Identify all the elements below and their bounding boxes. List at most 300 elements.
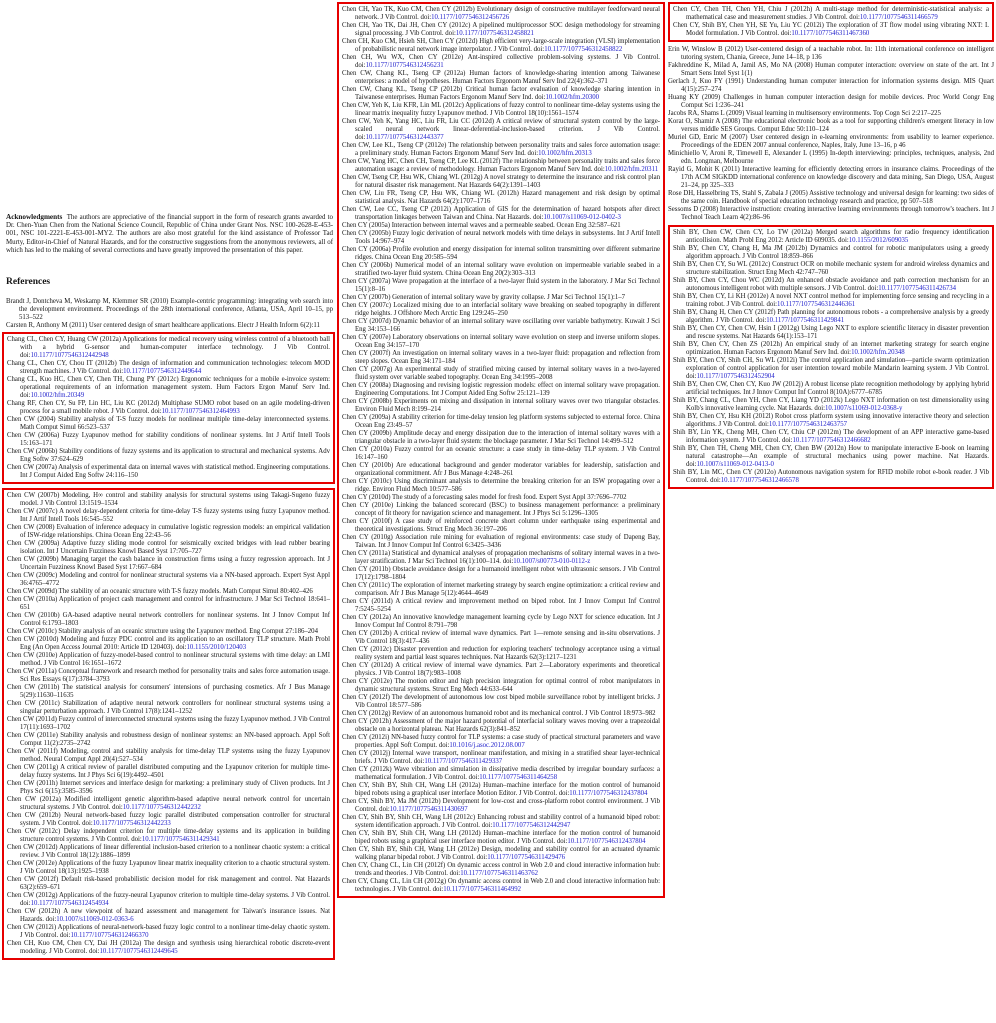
reference-item xyxy=(7,780,330,796)
reference-text: Chen CW (2012i) Applications of neural-network-based fuzzy logic control to a nonlinear time-delay chaotic system. J Vib Control. doi: xyxy=(7,924,330,940)
reference-item xyxy=(7,812,330,828)
reference-text: Chen CW, Yeh K, Yang HC, Liu FR, Liu CC (2012d) A critical review of structural system control by the large-scaled neural network linear-deferential-inclusion-based criterion. J Vib Control. doi: xyxy=(342,118,660,141)
reference-text: Chen CW (2012d) Applications of linear differential inclusion-based criterion to a nonlinear chaotic system: a critical review. J Vib Control 18(12):1886–1899 xyxy=(7,844,330,860)
doi-link[interactable]: 10.1002/hfm.20300 xyxy=(545,94,600,101)
reference-text: Chen CW (2009d) The stability of an oceanic structure with T-S fuzzy models. Math Comput Simul 80:402–426 xyxy=(7,588,313,596)
acknowledgments-heading: Acknowledgments xyxy=(6,213,63,221)
reference-text: Korat O, Shamir A (2008) The educational electronic book as a tool for supporting children's emergent literacy in low versus middle SES Groups. Comput Educ 50:110–124 xyxy=(668,118,994,133)
doi-link[interactable]: 10.1177/1077546311429341 xyxy=(141,836,220,844)
doi-link[interactable]: 10.1177/1077546312442948 xyxy=(30,352,109,360)
reference-text: Chen CY, Shih BY, Shih CH, Wang LH (2012a) Human–machine interface for the motion control of humanoid biped robots using a graphical user interface Motion Editor. J Vib Control. doi: xyxy=(342,782,660,797)
reference-text: Chen CY (2010c) Using discriminant analysis to determine the breaking criterion for an ISW propagating over a ridge. Environ Fluid Mech 10:577–586 xyxy=(342,478,660,493)
reference-item xyxy=(7,464,330,480)
reference-text: Carsten R, Anthony M (2011) User centered design of smart healthcare applications. Electr J Health Inform 6(2):11 xyxy=(6,322,320,330)
reference-text: Muriel GD, Enric M (2007) User centered design in e-learning environments: from usability to learner experience. Proceedings of the EDEN 2007 annual conference, Naples, Italy, June 13–16, p 46 xyxy=(668,134,994,149)
reference-text: Chen CW (2011c) Stabilization of adaptive neural network controllers for nonlinear structural systems using a singular perturbation approach. J Vib Control 17(8):1241–1252 xyxy=(7,700,330,716)
reference-item xyxy=(7,716,330,732)
reference-item xyxy=(7,748,330,764)
doi-link[interactable]: 10.1002/hfm.20311 xyxy=(604,166,659,173)
reference-item xyxy=(673,277,989,293)
reference-item xyxy=(342,798,660,814)
reference-item xyxy=(668,94,994,110)
reference-item xyxy=(7,336,330,360)
doi-link[interactable]: 10.1016/j.asoc.2012.08.007 xyxy=(449,742,525,749)
reference-item xyxy=(668,62,994,78)
reference-item xyxy=(342,478,660,494)
reference-item xyxy=(342,54,660,70)
reference-item xyxy=(342,86,660,102)
highlight-box-col1-bottom xyxy=(2,488,335,960)
reference-text: Chen CW (2007b) Modeling, H∞ control and stability analysis for structural systems using Takagi-Sugeno fuzzy model. J Vib Control 13:1519–1534 xyxy=(7,492,330,508)
reference-text: Chen CY (2007g) An experimental study of stratified mixing caused by internal solitary waves in a two-layered fluid system over variable seabed topography. Ocean Eng 34:1995–2008 xyxy=(342,366,660,381)
doi-link[interactable]: 10.1177/1077546311429476 xyxy=(487,854,566,861)
doi-link[interactable]: 10.1177/1077546311467360 xyxy=(791,30,870,37)
reference-item xyxy=(668,78,994,94)
reference-item xyxy=(342,278,660,294)
reference-item xyxy=(342,518,660,534)
reference-item xyxy=(673,429,989,445)
reference-item xyxy=(342,142,660,158)
reference-text: Chen CY, Shih BY, Ma JM (2012b) Development for low-cost and cross-platform robot control environment. J Vib Control. doi: xyxy=(342,798,660,813)
reference-item xyxy=(673,293,989,309)
reference-text: Chen CY (2012f) The development of autonomous low cost biped mobile surveillance robot by intelligent bricks. J Vib Control 18:577–586 xyxy=(342,694,660,709)
reference-text: Gerlach J, Kuo FY (1991) Understanding human computer interaction for information systems design. MIS Quart 4(15):257–274 xyxy=(668,78,994,93)
reference-text: Chen CY (2007b) Generation of internal solitary wave by gravity collapse. J Mar Sci Technol 15(1):1–7 xyxy=(342,294,626,301)
reference-text: Chen CY (2010g) Association rule mining for evaluation of regional environments: case study of Dapeng Bay, Taiwan. Int J Innov Comput Inf Control 6:3425–3436 xyxy=(342,534,660,549)
reference-text: Brandt J, Dontcheva M, Weskamp M, Klemmer SR (2010) Example-centric programming: integrating web search into the development environment. Proceedings of the 28th international conference, Atlanta, USA, April 10–15, pp 513–522 xyxy=(6,298,333,322)
doi-link[interactable]: 10.1007/s11069-012-0413-0 xyxy=(696,461,774,468)
reference-item xyxy=(673,22,989,38)
reference-item xyxy=(342,846,660,862)
reference-text: Chen CW (2011h) Internet services and interface design for marketing: a preliminary study of Cliven products. Int J Phys Sci 6(15):3585–3596 xyxy=(7,780,330,796)
reference-text: Chen CY, Chen TH, Chen YH, Chiu J (2012h) A multi-stage method for deterministic-statistical analysis: a mathematical case and measurement studies. J Vib Control. doi: xyxy=(673,6,989,21)
reference-text: Chen CY (2012e) The motion editor and high precision integration for optimal control of robot manipulators in dynamic structural systems. Struct Eng Mech 44:633–644 xyxy=(342,678,660,693)
doi-link[interactable]: 10.1007/s00773-010-0112-z xyxy=(513,558,591,565)
reference-text: Chen CY (2012j) Internal wave transport, nonlinear manifestation, and mixing in a stratified shear layer-technical briefs. J Vib Control. doi: xyxy=(342,750,660,765)
reference-text: Chen CY, Shih BY, Shih CH, Wang LH (2012c) Enhancing robust and stability control of a humanoid biped robot: system identification approach. J Vib Control. doi: xyxy=(342,814,660,829)
reference-text: Jacobs RA, Shams L (2009) Visual learning in multisensory environments. Top Cogn Sci 2:217–225 xyxy=(668,110,941,117)
reference-text: Chen CY (2008b) Experiments on mixing and dissipation in internal solitary waves over two triangular obstacles. Environ Fluid Mech 8:199–214 xyxy=(342,398,660,413)
doi-link[interactable]: 10.1177/1077546311430697 xyxy=(389,806,468,813)
reference-text: Chen CH, Wu WX, Chen CY (2012e) Ant-inspired collective problem-solving systems. J Vib Control. doi: xyxy=(342,54,660,69)
reference-item xyxy=(668,134,994,150)
reference-text: Chen CH, Kuo CM, Hsieh SH, Chen CY (2012d) High efficient very-large-scale integration (VLSI) implementation of probabilistic neural network image interpolator. J Vib Control. doi: xyxy=(342,38,660,53)
reference-item xyxy=(342,398,660,414)
doi-link[interactable]: 10.1177/1077546311464258 xyxy=(479,774,558,781)
reference-text: Rose DH, Hasselbring TS, Stahl S, Zabala J (2005) Assistive technology and universal design for learning: two sides of the same coin. Handbook of special education technology research and practice, pp 507–518 xyxy=(668,190,994,205)
doi-link[interactable]: 10.1177/1077546312437804 xyxy=(569,790,648,797)
highlight-box-col2 xyxy=(337,2,665,898)
reference-item xyxy=(342,414,660,430)
reference-text: Chen CY (2012g) Review of an autonomous humanoid robot and its mechanical control. J Vib Control 18:973–982 xyxy=(342,710,656,717)
reference-item xyxy=(7,508,330,524)
reference-item xyxy=(7,432,330,448)
reference-text: Chen CY (2010a) Fuzzy control for an oceanic structure: a case study in time-delay TLP system. J Vib Control 16:147–160 xyxy=(342,446,660,461)
reference-text: Chen CY (2012a) An innovative knowledge management learning cycle by Lego NXT for science education. Int J Innov Comput Inf Control 8:791–798 xyxy=(342,614,660,629)
reference-text: Chen CW (2007a) Analysis of experimental data on internal waves with statistical method. Engineering computations. Int J Comput Aided Eng Softw 24:116–150 xyxy=(7,464,330,480)
reference-text: Chang RF, Chen CY, Su FP, Lin HC, Liu KC (2012d) Multiphase SUMO robot based on an agile modeling-driven process for a small mobile robot. J Vib Control. doi: xyxy=(7,400,330,416)
reference-text: Shih BY, Lin MC, Chen CY (2012o) Autonomous navigation system for RFID mobile robot e-book reader. J Vib Control. doi: xyxy=(673,469,989,484)
reference-item xyxy=(7,360,330,376)
reference-item xyxy=(7,540,330,556)
reference-text: Fakhreddine K, Milad A, Jamil AS, Mo NA (2008) Human computer interaction: overview on state of the art. Int J Smart Sens Intel Syst 1(1) xyxy=(668,62,994,77)
reference-text: Chen CY (2012d) A critical review of internal wave dynamics. Part 2—Laboratory experiments and theoretical physics. J Vib Control 18(7):983–1008 xyxy=(342,662,660,677)
doi-link[interactable]: 10.1177/1077546312452904 xyxy=(696,373,775,380)
doi-link[interactable]: 10.1155/2012/609035 xyxy=(848,237,909,244)
reference-text: Chen CH, Kuo CM, Chen CY, Dai JH (2012a) The design and synthesis using hierarchical robotic discrete-event modeling. J Vib Control. doi: xyxy=(7,940,330,956)
reference-text: Chen CW (2007c) A novel delay-dependent criteria for time-delay T-S fuzzy systems using fuzzy Lyapunov method. Int J Artif Intell Tools 16:545–552 xyxy=(7,508,330,524)
doi-link[interactable]: 10.1007/s11069-012-0368-y xyxy=(825,405,903,412)
reference-item xyxy=(673,357,989,381)
reference-item xyxy=(7,764,330,780)
reference-text: Chen CY (2007d) Dynamic behavior of an internal solitary wave oscillating over variable bathymetry. Kuwait J Sci Eng 34:153–166 xyxy=(342,318,660,333)
reference-item xyxy=(342,766,660,782)
reference-text: Chen CW (2012h) A new viewpoint of hazard assessment and management for Taiwan's insurance issues. Nat Hazards. doi: xyxy=(7,908,330,924)
reference-item xyxy=(342,502,660,518)
reference-text: Chen CY (2005b) Fuzzy logic derivation of neural network models with time delays in subsystems. Int J Artif Intell Tools 14:967–974 xyxy=(342,230,660,245)
reference-item xyxy=(7,636,330,652)
reference-text: Chen CY (2012k) Wave vibration and simulation in dissipative media described by irregular boundary surfaces: a mathematical formulation. J Vib Control. doi: xyxy=(342,766,660,781)
reference-text: Sessoms D (2008) Interactive instruction: creating interactive learning environments through tomorrow's teachers. Int J Technol Teach Learn 4(2):86–96 xyxy=(668,206,994,221)
reference-item xyxy=(342,646,660,662)
reference-text: Chen CW (2006b) Stability conditions of fuzzy systems and its application to structural and mechanical systems. Adv Eng Softw 37:624–629 xyxy=(7,448,330,464)
doi-link[interactable]: 10.1177/1077546311463762 xyxy=(460,870,539,877)
reference-text: Chen CY, Chang CL, Lin CH (2012g) On dynamic access control in Web 2.0 and cloud interactive information hub: technologies. J Vib Control. doi: xyxy=(342,878,660,893)
reference-item xyxy=(673,309,989,325)
doi-link[interactable]: 10.1177/1077546312458822 xyxy=(544,46,623,53)
reference-item xyxy=(342,350,660,366)
reference-text: Chen CY (2007a) Wave propagation at the interface of a two-layer fluid system in the laboratory. J Mar Sci Technol 15(1):8–16 xyxy=(342,278,660,293)
reference-item xyxy=(342,246,660,262)
reference-text: Shih BY, Lin YK, Cheng MH, Chen CY, Chiu CP (2012m) The development of an APP interactive game-based information system. J Vib Control. doi: xyxy=(673,429,989,444)
reference-item xyxy=(342,734,660,750)
doi-link[interactable]: 10.1002/hfm.20349 xyxy=(30,392,85,400)
doi-link[interactable]: 10.1177/1077546312464993 xyxy=(161,408,240,416)
reference-item xyxy=(342,582,660,598)
reference-text: Chen CY (2007c) Localized mixing due to an interfacial solitary wave breaking on seabed topography in different ridge heights. J Offshore Mech Arctic Eng 129:245–250 xyxy=(342,302,660,317)
reference-item xyxy=(7,400,330,416)
reference-text: Chen CY (2010b) Are educational background and gender moderator variables for leadership, satisfaction and organizational commitment. Afr J Bus Manage 4:248–261 xyxy=(342,462,660,477)
reference-item xyxy=(342,230,660,246)
reference-item xyxy=(342,158,660,174)
reference-item xyxy=(342,830,660,846)
reference-item xyxy=(342,334,660,350)
reference-text: Chen CY (2010e) Linking the balanced scorecard (BSC) to business management performance: a preliminary concept of fit theory for navigation science and management. Int J Phys Sci 5:1296–1305 xyxy=(342,502,660,517)
reference-item xyxy=(342,174,660,190)
reference-item xyxy=(342,70,660,86)
reference-text: Chen CW (2010b) GA-based adaptive neural network controllers for nonlinear systems. Int J Innov Comput Inf Control 6:1793–1803 xyxy=(7,612,330,628)
reference-text: Chen CY (2012c) Disaster prevention and reduction for exploring teachers' technology acceptance using a virtual reality system and partial least squares techniques. Nat Hazards 62(3):1217–1231 xyxy=(342,646,660,661)
reference-item xyxy=(7,908,330,924)
reference-text: Chen CW, Yang HC, Chen CH, Tseng CP, Lee KL (2012f) The relationship between personality traits and sales force automation usage: a review of methodology. Human Factors Ergonom Manuf Serv Ind. doi: xyxy=(342,158,660,173)
reference-text: Chen CW, Lee KL, Tseng CP (2012e) The relationship between personality traits and sales force automation usage: a preliminary study. Human Factors Ergonom Manuf Serv Ind. doi: xyxy=(342,142,660,157)
reference-item xyxy=(342,118,660,142)
reference-list-intro xyxy=(6,298,333,330)
reference-text: Chen CY (2011c) The exploration of internet marketing strategy by search engine optimization: a critical review and comparison. Afr J Bus Manage 5(12):4644–4649 xyxy=(342,582,660,597)
reference-text: Chen CW (2012b) Neural network-based fuzzy logic parallel distributed compensation controller for structural system. J Vib Control. doi: xyxy=(7,812,330,828)
doi-link[interactable]: 10.1007/s11069-012-0402-3 xyxy=(543,214,621,221)
reference-item xyxy=(342,878,660,894)
reference-item xyxy=(342,782,660,798)
reference-list-plain xyxy=(668,46,994,222)
reference-item xyxy=(673,445,989,469)
reference-text: Shih BY, Chen CY, Hsu KH (2012l) Robot cross platform system using innovative interactive theory and selection algorithms. J Vib Control. doi: xyxy=(673,413,989,428)
reference-text: Chen CW (2006a) Fuzzy Lyapunov method for stability conditions of nonlinear systems. Int J Artif Intell Tools 15:163–171 xyxy=(7,432,330,448)
doi-link[interactable]: 10.1177/1077546311429841 xyxy=(766,317,845,324)
reference-item xyxy=(7,860,330,876)
reference-text: Chen CW (2004) Stability analysis of T-S fuzzy models for nonlinear multiple time-delay interconnected systems. Math Comput Simul 66:523–537 xyxy=(7,416,330,432)
doi-link[interactable]: 10.1002/hfm.20348 xyxy=(851,349,905,356)
reference-text: Shih BY, Chang H, Chen CY (2012f) Path planning for autonomous robots - a comprehensive analysis by a greedy algorithm. J Vib Control. doi: xyxy=(673,309,989,324)
doi-link[interactable]: 10.1177/1077546312458821 xyxy=(455,30,534,37)
doi-link[interactable]: 10.1177/1077546312437804 xyxy=(567,838,646,845)
acknowledgments-text: The authors are appreciative of the financial support in the form of research grants awarded to Dr. Chen-Yuan Chen from the National Science Council, Republic of China under Grant Nos. NSC 100-2628-E-453-001, NSC 101-2221-E-453-001-MY2. The authors are also most grateful for the kind assistance of Professor Tad Murty, Editor-in-Chief of Natural Hazards, and for the constructive suggestions from the anonymous reviewers, all of which has led to the making of several corrections and have greatly improved the presentation of this paper. xyxy=(6,214,333,254)
reference-item xyxy=(673,341,989,357)
reference-item xyxy=(7,668,330,684)
reference-item xyxy=(342,430,660,446)
doi-link[interactable]: 10.1177/1077546312454934 xyxy=(30,900,109,908)
reference-text: Chen CW (2012e) Applications of the fuzzy Lyapunov linear matrix inequality criterion to a chaotic structural system. J Vib Control 18(13):1925–1938 xyxy=(7,860,330,876)
doi-link[interactable]: 10.1177/1077546312463757 xyxy=(768,421,848,428)
reference-text: Chen CW (2011d) Fuzzy control of interconnected structural systems using the fuzzy Lyapunov method. J Vib Control 17(11):1693–1702 xyxy=(7,716,330,732)
reference-item xyxy=(668,206,994,222)
reference-item xyxy=(342,662,660,678)
reference-text: Chen CY (2012i) NN-based fuzzy control for TLP systems: a case study of practical structural parameters and wave properties. Appl Soft Comput. doi: xyxy=(342,734,660,749)
doi-link[interactable]: 10.1177/1077546312446361 xyxy=(777,301,856,308)
reference-item xyxy=(342,302,660,318)
reference-text: Rayid G, Mohit K (2011) Interactive learning for efficiently detecting errors in insurance claims. Proceedings of the 17th ACM SIGKDD international conference on knowledge discovery and data mining, San Diego, USA, August 21–24, pp 325–333 xyxy=(668,166,994,189)
reference-item xyxy=(673,6,989,22)
doi-link[interactable]: 10.1177/1077546312466682 xyxy=(792,437,871,444)
reference-text: Chen CW, Yeh K, Liu KFR, Lin ML (2012c) Applications of fuzzy control to nonlinear time-delay systems using the linear matrix inequality fuzzy Lyapunov method. J Vib Control 18(10):1561–1574 xyxy=(342,102,660,117)
reference-item xyxy=(342,262,660,278)
doi-link[interactable]: 10.1177/1077546312442232 xyxy=(122,804,201,812)
reference-item xyxy=(673,381,989,397)
reference-text: Chen CW (2011a) Conceptual framework and research method for personality traits and sales force automation usage. Sci Res Essays 6(17):3784–3793 xyxy=(7,668,330,684)
highlight-box-col3-bottom xyxy=(668,225,994,489)
reference-item xyxy=(342,6,660,22)
reference-item xyxy=(342,750,660,766)
reference-item xyxy=(673,245,989,261)
reference-item xyxy=(7,844,330,860)
reference-item xyxy=(342,22,660,38)
reference-item xyxy=(7,572,330,588)
reference-text: Chen CY, Shih BY, Shih CH, Wang LH (2012d) Human–machine interface for the motion control of humanoid biped robots using a graphical user interface motion editor. J Vib Control. doi: xyxy=(342,830,660,845)
reference-text: Shih BY, Chen CW, Chen CY, Kuo JW (2012j) A robust license plate recognition methodology by applying hybrid artificial techniques. Int J Innov Comput Inf Control 8(10A):6777–6785 xyxy=(673,381,989,396)
reference-text: Chen CW, Chang KL, Tseng CP (2012a) Human factors of knowledge-sharing intention among Taiwanese enterprises: a model of hypotheses. Human Factors Ergonom Manuf Serv Ind 22(4):362–371 xyxy=(342,70,660,85)
reference-item xyxy=(7,416,330,432)
reference-item xyxy=(668,118,994,134)
reference-item xyxy=(7,596,330,612)
reference-item xyxy=(7,892,330,908)
reference-text: Chen CY (2009b) Amplitude decay and energy dissipation due to the interaction of internal solitary waves with a triangular obstacle in a two-layer fluid system: the blockage parameter. J Mar Sci Technol 14:499–512 xyxy=(342,430,660,445)
reference-text: Chen CW (2009b) Managing target the cash balance in construction firms using a fuzzy regression approach. Int J Uncertain Fuzziness Knowl Based Syst 17:667–684 xyxy=(7,556,330,572)
reference-text: Minichiello V, Aroni R, Timewell E, Alexander L (1995) In-depth interviewing: principles, techniques, analysis, 2nd edn. Longman, Melbourne xyxy=(668,150,994,165)
reference-item xyxy=(7,492,330,508)
reference-text: Chen CW (2011b) The statistical analysis for consumers' intensions of purchasing cosmetics. Afr J Bus Manage 5(29):11630–11635 xyxy=(7,684,330,700)
reference-text: Chen CW (2008) Evaluation of inference adequacy in cumulative logistic regression models: an empirical validation of ISW-ridge relationships. China Ocean Eng 22:43–56 xyxy=(7,524,330,540)
reference-item xyxy=(342,190,660,206)
reference-item xyxy=(7,376,330,400)
reference-item xyxy=(342,462,660,478)
reference-text: Chen CY (2006a) Profile evolution and energy dissipation for internal soliton transmitting over different submarine ridges. China Ocean Eng 20:585–594 xyxy=(342,246,660,261)
reference-text: Chen CY (2011a) Statistical and dynamical analyses of propagation mechanisms of solitary internal waves in a two-layer stratification. J Mar Sci Technol 16(1):100–114. doi: xyxy=(342,550,660,565)
doi-link[interactable]: 10.1155/2010/120403 xyxy=(186,644,247,652)
reference-text: Chen CH, Yao TK, Kuo CM, Chen CY (2012b) Evolutionary design of constructive multilayer feedforward neural network. J Vib Control. doi: xyxy=(342,6,660,21)
reference-item xyxy=(7,828,330,844)
reference-item xyxy=(342,550,660,566)
reference-text: Chen CY (2006b) Numerical model of an internal solitary wave evolution on impermeable variable seabed in a stratified two-layer fluid system. China Ocean Eng 20(2):303–313 xyxy=(342,262,660,277)
reference-item xyxy=(673,469,989,485)
doi-link[interactable]: 10.1177/1077546312449645 xyxy=(99,948,178,956)
reference-text: Chen CY (2007f) An investigation on internal solitary waves in a two-layer fluid: propagation and reflection from steep slopes. Ocean Eng 34:171–184 xyxy=(342,350,660,365)
doi-link[interactable]: 10.1177/1077546311464992 xyxy=(443,886,522,893)
reference-text: Chen CW (2012f) Default risk-based probabilistic decision model for risk management and control. Nat Hazards 63(2):659–671 xyxy=(7,876,330,892)
reference-item xyxy=(7,556,330,572)
reference-text: Shih BY, Chen CY, Shih CH, Su WL (2012i) The control application and simulation—particle swarm optimization exploration of control application for user intention toward mobile Mandarin learning system. J Vib Control. doi: xyxy=(673,357,989,380)
reference-item xyxy=(7,628,330,636)
reference-item xyxy=(342,382,660,398)
reference-item xyxy=(342,814,660,830)
reference-text: Chen CW, Chang KL, Tseng CP (2012b) Critical human factor evaluation of knowledge sharing intention in Taiwanese enterprises. Human Factors Ergonom Manuf Serv Ind. doi: xyxy=(342,86,660,101)
reference-item xyxy=(7,652,330,668)
reference-text: Chen CY, Shih BY, Chen YH, SE Yu, Liu YC (2012i) The exploration of 3T flow model using vibrating NXT: I. Model formulation. J Vib Control. doi: xyxy=(673,22,989,37)
reference-item xyxy=(673,413,989,429)
reference-item xyxy=(6,322,333,330)
column-2 xyxy=(337,0,665,902)
reference-text: Chen CW (2012g) Applications of the fuzzy-neural Lyapunov criterion to multiple time-delay systems. J Vib Control. doi: xyxy=(7,892,330,908)
reference-text: Chen CW (2010a) Application of project cash management and control for infrastructure. J Mar Sci Technol 18:641–651 xyxy=(7,596,330,612)
reference-text: Shih BY, Chen CY, Chou WC (2012d) An enhanced obstacle avoidance and path correction mechanism for an autonomous intelligent robot with multiple sensors. J Vib Control. doi: xyxy=(673,277,989,292)
reference-item xyxy=(342,446,660,462)
reference-item xyxy=(673,325,989,341)
reference-item xyxy=(342,494,660,502)
reference-item xyxy=(7,876,330,892)
reference-item xyxy=(668,46,994,62)
reference-item xyxy=(342,678,660,694)
reference-text: Chen CH, Yao TK, Dai JH, Chen CY (2012c) A pipelined multiprocessor SOC design methodology for streaming signal processing. J Vib Control. doi: xyxy=(342,22,660,37)
doi-link[interactable]: 10.1177/1077546312466578 xyxy=(720,477,799,484)
doi-link[interactable]: 10.1177/1077546312456231 xyxy=(365,62,444,69)
reference-text: Chen CY (2011d) A critical review and improvement method on biped robot. Int J Innov Comput Inf Control 7:5245–5254 xyxy=(342,598,660,613)
column-3 xyxy=(668,0,994,493)
reference-text: Chang CL, Chen CY, Chou IT (2012b) The design of information and communication technologies: telecom MOD strength machines. J Vib Control. doi: xyxy=(7,360,330,376)
reference-item xyxy=(342,38,660,54)
reference-text: Chang CL, Chen CY, Huang CW (2012a) Applications for medical recovery using wireless control of a bluetooth ball with a hybrid G-sensor and human-computer interface technology. J Vib Control. doi: xyxy=(7,336,330,360)
reference-text: Chen CY (2012h) Assessment of the major hazard potential of interfacial solitary waves moving over a trapezoidal obstacle on a horizontal plateau. Nat Hazards 62(3):841–852 xyxy=(342,718,660,733)
reference-text: Shih BY, Chen CY, Chang H, Ma JM (2012b) Dynamics and control for robotic manipulators using a greedy algorithm approach. J Vib Control 18:859–866 xyxy=(673,245,989,260)
highlight-box-col3-top xyxy=(668,2,994,42)
reference-item xyxy=(7,700,330,716)
reference-item xyxy=(673,261,989,277)
reference-text: Chen CW (2010e) Application of fuzzy-model-based control to nonlinear structural systems with time delay: an LMI method. J Vib Control 16:1651–1672 xyxy=(7,652,330,668)
reference-text: Chen CY (2011b) Obstacle avoidance design for a humanoid intelligent robot with ultrasonic sensors. J Vib Control 17(12):1798–1804 xyxy=(342,566,660,581)
reference-item xyxy=(342,206,660,222)
reference-item xyxy=(673,229,989,245)
doi-link[interactable]: 10.1177/1077546312449644 xyxy=(123,368,202,376)
reference-text: Chen CY (2005a) Interaction between internal waves and a permeable seabed. Ocean Eng 32:587–621 xyxy=(342,222,621,229)
reference-text: Chen CW (2012c) Delay independent criterion for multiple time-delay systems and its application in building structure control systems. J Vib Control. doi: xyxy=(7,828,330,844)
reference-item xyxy=(342,102,660,118)
reference-item xyxy=(668,110,994,118)
reference-text: Chen CW, Lee CC, Tseng CP (2012i) Application of GIS for the determination of hazard hotspots after direct transportation linkages between Taiwan and China. Nat Hazards. doi: xyxy=(342,206,660,221)
reference-item xyxy=(342,862,660,878)
reference-text: Chen CY (2010f) A case study of reinforced concrete short column under earthquake using experimental and theoretical investigations. Struct Eng Mech 36:197–206 xyxy=(342,518,660,533)
reference-item xyxy=(342,630,660,646)
reference-text: Chen CW (2010c) Stability analysis of an oceanic structure using the Lyapunov method. Eng Comput 27:186–204 xyxy=(7,628,318,636)
reference-text: Chen CW (2010d) Modeling and fuzzy PDC control and its application to an oscillatory TLP structure. Math Probl Eng (An Open Access Journal 2010: Article ID 120403). doi: xyxy=(7,636,330,652)
doi-link[interactable]: 10.1177/1077546312466370 xyxy=(70,932,149,940)
reference-text: Shih BY, Chen CY, Su WL (2012c) Construct OCR on mobile mechanic system for android wireless dynamics and structure stabilization. Struct Eng Mech 42:747–760 xyxy=(673,261,989,276)
doi-link[interactable]: 10.1177/1077546311429337 xyxy=(424,758,503,765)
doi-link[interactable]: 10.1177/1077546312442233 xyxy=(92,820,171,828)
reference-item xyxy=(342,614,660,630)
reference-text: Chen CY (2012b) A critical review of internal wave dynamics. Part 1—remote sensing and in-situ observations. J Vib Control 18(3):417–436 xyxy=(342,630,660,645)
reference-item xyxy=(342,598,660,614)
reference-text: Chen CW, Liu FR, Tseng CP, Hsu WK, Chiang WL (2012h) Hazard management and risk design by optimal statistical analysis. Nat Hazards 64(2):1707–1716 xyxy=(342,190,660,205)
reference-item xyxy=(342,718,660,734)
reference-item xyxy=(668,166,994,190)
doi-link[interactable]: 10.1002/hfm.20313 xyxy=(538,150,592,157)
doi-link[interactable]: 10.1177/1077546312456726 xyxy=(431,14,510,21)
reference-text: Chen CY, Shih BY, Shih CH, Wang LH (2012e) Design, modeling and stability control for an actuated dynamic walking planar bipedal robot. J Vib Control. doi: xyxy=(342,846,660,861)
reference-item xyxy=(7,940,330,956)
reference-text: Chen CW (2011g) A critical review of parallel distributed computing and the Lyapunov criterion for multiple time-delay fuzzy systems. Int J Phys Sci 6(19):4492–4501 xyxy=(7,764,330,780)
reference-item xyxy=(7,732,330,748)
reference-item xyxy=(673,397,989,413)
doi-link[interactable]: 10.1177/1077546311466579 xyxy=(859,14,938,21)
reference-text: Erin W, Winslow B (2012) User-centered design of a teachable robot. In: 11th international conference on intelligent tutoring system, Chania, Greece, June 14–18, p 136 xyxy=(668,46,994,61)
acknowledgments-paragraph xyxy=(6,213,333,255)
reference-text: Shih BY, Chen CY, Chen CW, Hsin I (2012g) Using Lego NXT to explore scientific literacy in disaster prevention and rescue systems. Nat Hazards 64(1):153–171 xyxy=(673,325,989,340)
references-heading: References xyxy=(6,277,51,288)
reference-text: Shih BY, Chen TH, Cheng MH, Chen CY, Chen BW (2012n) How to manipulate interactive E-book on learning natural catastrophe—An example of structural mechanics using power machine. Nat Hazards. doi: xyxy=(673,445,989,468)
reference-item xyxy=(668,150,994,166)
reference-text: Chen CW (2012a) Modified intelligent genetic algorithm-based adaptive neural network control for uncertain structural systems. J Vib Control. doi: xyxy=(7,796,330,812)
reference-text: Chen CY (2009a) A stability criterion for time-delay tension leg platform systems subjected to external force. China Ocean Eng 23:49–57 xyxy=(342,414,660,429)
reference-text: Chen CW (2011f) Modeling, control and stability analysis for time-delay TLP systems using the fuzzy Lyapunov method. Neural Comput Appl 20(4):527–534 xyxy=(7,748,330,764)
reference-text: Shih BY, Chen CY, Li KH (2012e) A novel NXT control method for implementing force sensing and recycling in a training robot. J Vib Control. doi: xyxy=(673,293,989,308)
reference-item xyxy=(7,524,330,540)
reference-item xyxy=(342,222,660,230)
reference-text: Huang KY (2009) Challenges in human computer interaction design for mobile devices. Proc World Congr Eng Comput Sci 1:236–241 xyxy=(668,94,994,109)
reference-item xyxy=(342,318,660,334)
reference-item xyxy=(342,534,660,550)
reference-item xyxy=(6,298,333,322)
reference-text: Chen CY, Chang CL, Lin CH (2012f) On dynamic access control in Web 2.0 and cloud interactive information hub: trends and theories. J Vib Control. doi: xyxy=(342,862,660,877)
reference-text: Chen CW (2009c) Modeling and control for nonlinear structural systems via a NN-based approach. Expert Syst Appl 36:4765–4772 xyxy=(7,572,330,588)
reference-text: Chen CY (2008a) Diagnosing and revising logistic regression models: effect on internal solitary wave propagation. Engineering Computations. Int J Comput Aided Eng Softw 25:121–139 xyxy=(342,382,660,397)
doi-link[interactable]: 10.1177/1077546312442947 xyxy=(492,822,571,829)
reference-item xyxy=(342,566,660,582)
reference-text: Shih BY, Chen CY, Chen ZS (2012h) An empirical study of an internet marketing strategy for search engine optimization. Human Factors Ergonom Manuf Serv Ind. doi: xyxy=(673,341,989,356)
reference-text: Chen CY (2010d) The study of a forecasting sales model for fresh food. Expert Syst Appl 37:7696–7702 xyxy=(342,494,627,501)
reference-text: Chen CW, Tseng CP, Hsu WK, Chiang WL (2012g) A novel strategy to determine the insurance and risk control plan for natural disaster risk management. Nat Hazards 64(2):1391–1403 xyxy=(342,174,660,189)
doi-link[interactable]: 10.1007/s11069-012-0363-6 xyxy=(56,916,134,924)
reference-text: Shih BY, Chen CW, Chen CY, Lo TW (2012a) Merged search algorithms for radio frequency identification anticollision. Math Probl Eng 2012: Article ID 609035. doi: xyxy=(673,229,989,244)
column-1 xyxy=(6,0,333,964)
reference-text: Shih BY, Chang CL, Chen YH, Chen CY, Liang YD (2012k) Lego NXT information on test dimensionality using Kolb's innovative learning cycle. Nat Hazards. doi: xyxy=(673,397,989,412)
doi-link[interactable]: 10.1177/1077546311426734 xyxy=(878,285,957,292)
reference-item xyxy=(7,796,330,812)
reference-item xyxy=(7,924,330,940)
reference-item xyxy=(7,612,330,628)
reference-item xyxy=(342,294,660,302)
doi-link[interactable]: 10.1177/1077546312443377 xyxy=(365,134,444,141)
reference-item xyxy=(342,366,660,382)
reference-item xyxy=(7,684,330,700)
reference-item xyxy=(7,448,330,464)
